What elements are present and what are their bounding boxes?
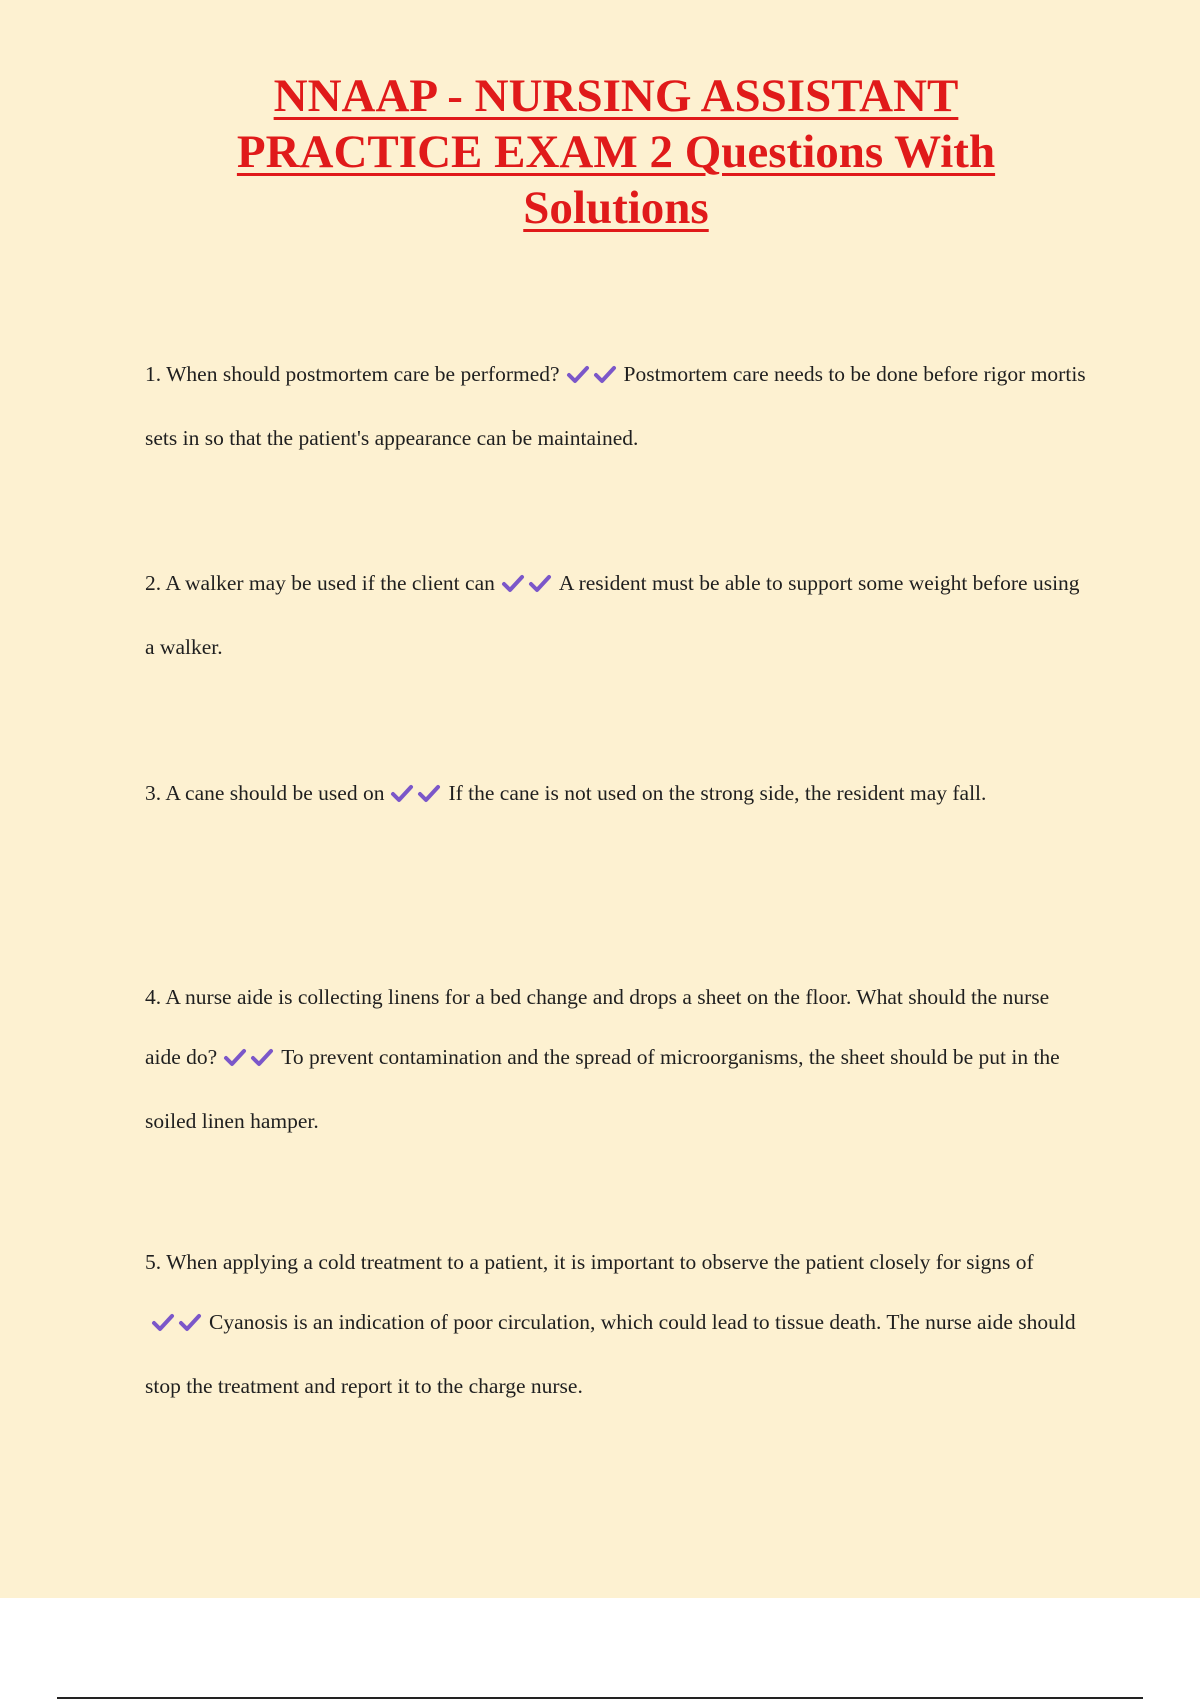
answer-text: Postmortem care needs to be done before rigor mortis sets in so that the patient's appearance can be maintained.	[145, 362, 1086, 450]
qa-item-2	[145, 553, 1090, 677]
question-text: 1. When should postmortem care be performed?	[145, 362, 560, 386]
double-check-icon	[501, 557, 555, 617]
answer-text: To prevent contamination and the spread of microorganisms, the sheet should be put in the soiled linen hamper.	[145, 1045, 1060, 1133]
footer-divider	[57, 1697, 1143, 1699]
qa-item-3	[145, 763, 1090, 827]
qa-item-1	[145, 344, 1090, 468]
qa-item-5	[145, 1232, 1090, 1416]
question-text: 4. A nurse aide is collecting linens for a bed change and drops a sheet on the floor. What should the nurse aide do?	[145, 985, 1050, 1069]
double-check-icon	[566, 348, 620, 408]
answer-text: Cyanosis is an indication of poor circulation, which could lead to tissue death. The nurse aide should stop the treatment and report it to the charge nurse.	[145, 1310, 1076, 1398]
qa-item-4	[145, 967, 1090, 1151]
answer-text: A resident must be able to support some weight before using a walker.	[145, 571, 1080, 659]
double-check-icon	[390, 767, 444, 827]
answer-text: If the cane is not used on the strong side, the resident may fall.	[448, 781, 987, 805]
double-check-icon	[223, 1031, 277, 1091]
question-text: 2. A walker may be used if the client can	[145, 571, 495, 595]
question-text: 5. When applying a cold treatment to a patient, it is important to observe the patient closely for signs of	[145, 1250, 1034, 1274]
double-check-icon	[151, 1296, 205, 1356]
document-title: NNAAP - NURSING ASSISTANT PRACTICE EXAM 2 Questions With Solutions	[236, 70, 996, 234]
question-text: 3. A cane should be used on	[145, 781, 385, 805]
